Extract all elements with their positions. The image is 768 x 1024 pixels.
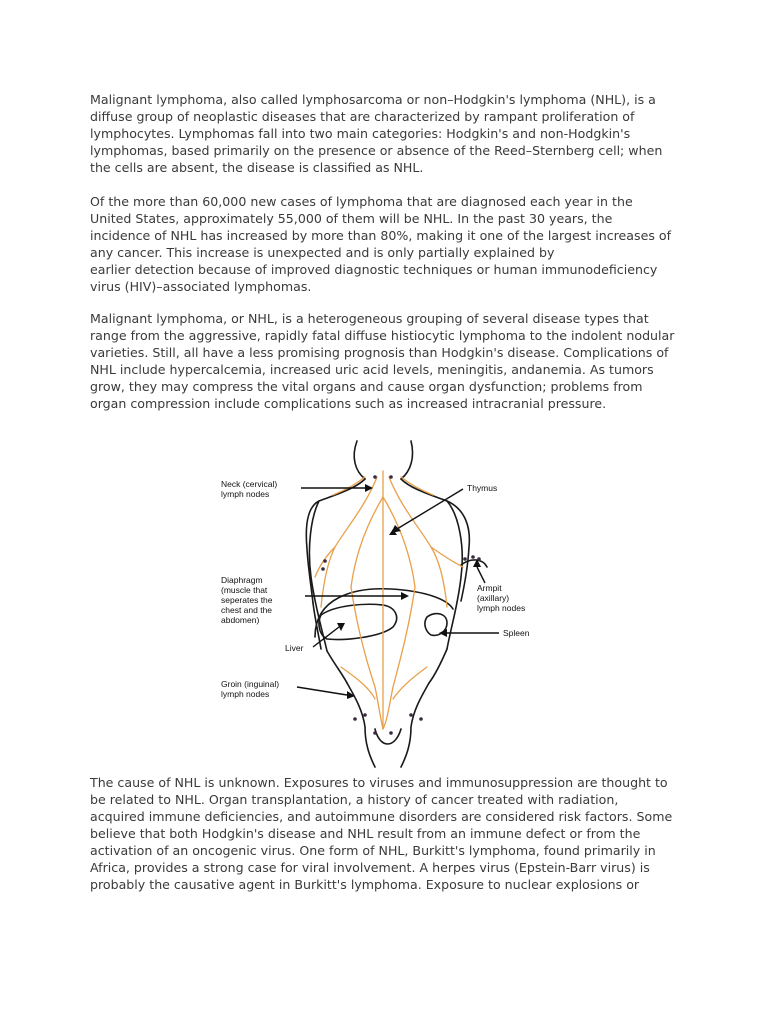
label-arrows [297, 488, 499, 695]
groin-outline [375, 729, 401, 744]
label-liver [285, 643, 304, 653]
text-line: incidence of NHL has increased by more than 80%, making it one of the largest increases of [90, 228, 672, 243]
lymph-node [323, 559, 327, 563]
body-diagram-svg [215, 437, 545, 770]
text-line: any cancer. This increase is unexpected and is only partially explained by [90, 245, 555, 260]
text-line: activation of an oncogenic virus. One form of NHL, Burkitt's lymphoma, found primarily in [90, 843, 656, 858]
body-outline [306, 441, 487, 767]
lymph-node [373, 475, 377, 479]
label-line: abdomen) [221, 615, 260, 625]
lymph-node [471, 555, 475, 559]
label-neck [221, 479, 280, 499]
text-line: United States, approximately 55,000 of them will be NHL. In the past 30 years, the [90, 211, 613, 226]
text-line: varieties. Still, all have a less promising prognosis than Hodgkin's disease. Complications of [90, 345, 669, 360]
text-line: The cause of NHL is unknown. Exposures to viruses and immunosuppression are thought to [90, 775, 668, 790]
waist-right [429, 649, 447, 683]
paragraph-intro [90, 91, 690, 176]
lymph-node [363, 713, 367, 717]
label-line: lymph nodes [221, 689, 270, 699]
paragraph-incidence [90, 193, 690, 295]
text-line: range from the aggressive, rapidly fatal diffuse histiocytic lymphoma to the indolent nodular [90, 328, 675, 343]
label-line: Diaphragm [221, 575, 263, 585]
paragraph-types [90, 310, 690, 412]
lymph-node [373, 731, 377, 735]
text-line: NHL include hypercalcemia, increased uric acid levels, meningitis, andanemia. As tumors [90, 362, 654, 377]
paragraph-causes [90, 774, 690, 893]
text-line: the cells are absent, the disease is classified as NHL. [90, 160, 424, 175]
text-line: virus (HIV)–associated lymphomas. [90, 279, 312, 294]
torso-left-outline [306, 479, 365, 603]
text-line: lymphocytes. Lymphomas fall into two main categories: Hodgkin's and non-Hodgkin's [90, 126, 631, 141]
lymph-node [419, 717, 423, 721]
label-line: chest and the [221, 605, 273, 615]
text-line: diffuse group of neoplastic diseases that are characterized by rampant proliferation of [90, 109, 635, 124]
label-diaphragm [221, 575, 275, 625]
text-line: grow, they may compress the vital organs and cause organ dysfunction; problems from [90, 379, 643, 394]
label-line: (axillary) [477, 593, 510, 603]
label-armpit [477, 583, 525, 613]
lymph-node [477, 557, 481, 561]
lymphatic-system-diagram [215, 437, 545, 770]
torso-right-outline [401, 479, 469, 601]
hip-right [401, 683, 429, 767]
text-line: earlier detection because of improved diagnostic techniques or human immunodeficiency [90, 262, 658, 277]
lymph-node [389, 475, 393, 479]
label-line: lymph nodes [477, 603, 526, 613]
label-line: Groin (inguinal) [221, 679, 280, 689]
lymph-node [321, 567, 325, 571]
text-line: organ compression include complications such as increased intracranial pressure. [90, 396, 607, 411]
label-line: Spleen [503, 628, 530, 638]
head-outline [401, 441, 413, 479]
diaphragm-arrowhead [401, 592, 409, 600]
text-line: Malignant lymphoma, also called lymphosarcoma or non–Hodgkin's lymphoma (NHL), is a [90, 92, 656, 107]
label-line: lymph nodes [221, 489, 270, 499]
text-line: believe that both Hodgkin's disease and NHL result from an immune defect or from the [90, 826, 641, 841]
text-line: lymphomas, based primarily on the presence or absence of the Reed–Sternberg cell; when [90, 143, 663, 158]
label-line: seperates the [221, 595, 273, 605]
left-arm-outline [309, 501, 327, 651]
label-spleen [503, 628, 530, 638]
label-line: (muscle that [221, 585, 268, 595]
label-groin [221, 679, 282, 699]
label-line: Armpit [477, 583, 502, 593]
waist-left [327, 651, 347, 683]
label-thymus [467, 483, 497, 493]
lymph-node [463, 557, 467, 561]
lymph-node [389, 731, 393, 735]
lymph-node [409, 713, 413, 717]
text-line: be related to NHL. Organ transplantation, a history of cancer treated with radiation, [90, 792, 619, 807]
lymph-node [353, 717, 357, 721]
groin-arrow [297, 687, 347, 695]
text-line: acquired immune deficiencies, and autoimmune disorders are considered risk factors. Some [90, 809, 673, 824]
text-line: Malignant lymphoma, or NHL, is a heterogeneous grouping of several disease types that [90, 311, 649, 326]
head-outline [354, 441, 365, 479]
label-line: Neck (cervical) [221, 479, 278, 489]
armpit-arrow [477, 567, 485, 583]
text-line: Africa, provides a strong case for viral involvement. A herpes virus (Epstein-Barr virus) is [90, 860, 650, 875]
spleen-arrowhead [439, 629, 447, 637]
neck-arrowhead [365, 484, 373, 492]
text-line: Of the more than 60,000 new cases of lymphoma that are diagnosed each year in the [90, 194, 633, 209]
right-arm-outline [447, 501, 462, 649]
label-line: Thymus [467, 483, 498, 493]
text-line: probably the causative agent in Burkitt's lymphoma. Exposure to nuclear explosions or [90, 877, 640, 892]
label-line: Liver [285, 643, 304, 653]
